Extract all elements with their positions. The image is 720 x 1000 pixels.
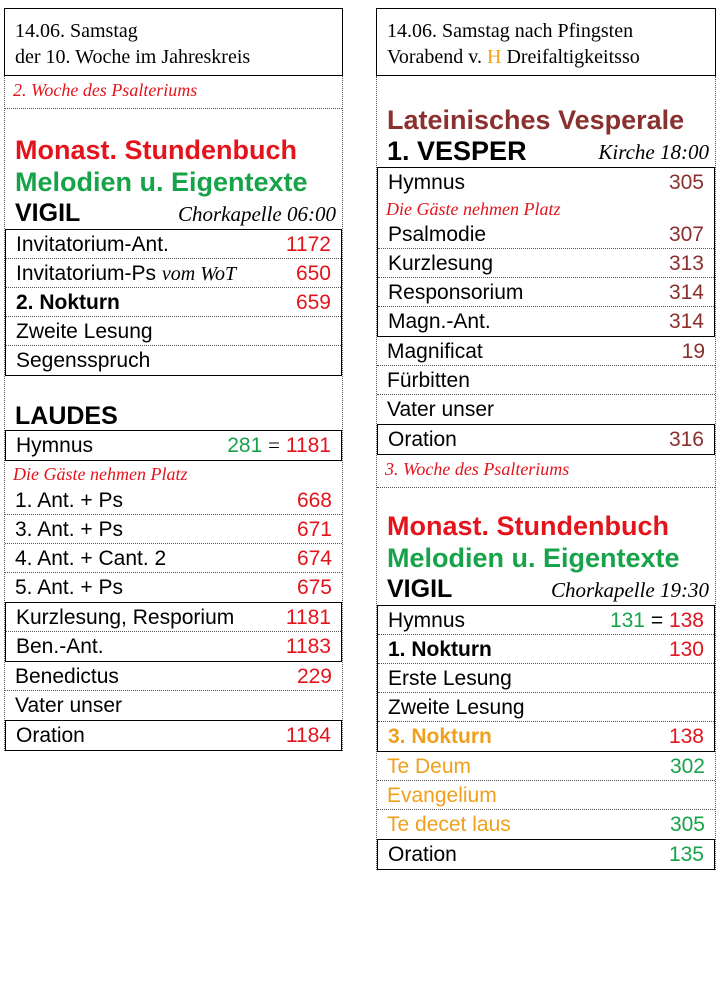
guest-note: Die Gäste nehmen Platz [386, 199, 561, 219]
date-box [376, 8, 716, 76]
date-line-1: 14.06. Samstag nach Pfingsten [387, 20, 634, 42]
list-item: Magn.-Ant. 314 [388, 310, 704, 333]
list-item: 1. Nokturn 130 [378, 635, 714, 664]
list-item: Erste Lesung [378, 664, 714, 693]
list-item: Kurzlesung 313 [378, 249, 714, 278]
list-item: Evangelium [377, 781, 715, 810]
date-box [4, 8, 343, 76]
book-subtitle: Melodien u. Eigentexte [387, 543, 680, 573]
guest-note: Die Gäste nehmen Platz [13, 464, 188, 484]
vigil-heading: VIGIL Chorkapelle 19:30 [377, 574, 715, 605]
book-title: Monast. Stundenbuch [15, 135, 297, 165]
list-item: 4. Ant. + Cant. 2 674 [5, 544, 342, 573]
list-item: Segensspruch [16, 349, 151, 372]
vesper-heading: 1. VESPER Kirche 18:00 [387, 136, 709, 166]
list-item: Hymnus 281 = 1181 [16, 433, 331, 457]
list-item: Te decet laus 305 [387, 813, 705, 836]
right-column [376, 8, 716, 870]
date-line-2: der 10. Woche im Jahreskreis [15, 46, 251, 68]
list-item: Fürbitten [377, 366, 715, 395]
list-item: Zweite Lesung [378, 693, 714, 722]
list-item: Hymnus 131 = 138 [378, 606, 714, 635]
list-item: Oration 1184 [16, 724, 331, 747]
book-subtitle: Melodien u. Eigentexte [15, 167, 308, 197]
week-note: 3. Woche des Psalteriums [377, 455, 715, 488]
laudes-heading: LAUDES [15, 402, 118, 430]
list-item: 3. Ant. + Ps 671 [5, 515, 342, 544]
list-item: 1. Ant. + Ps 668 [5, 486, 342, 515]
book-title: Monast. Stundenbuch [387, 511, 669, 541]
list-item: Invitatorium-Ps vom WoT 650 [6, 259, 341, 288]
date-line-1: 14.06. Samstag [15, 20, 138, 42]
week-note: 2. Woche des Psalteriums [5, 76, 342, 109]
date-line-2: Vorabend v. H Dreifaltigkeitsso [387, 46, 640, 68]
list-item: Ben.-Ant. 1183 [16, 635, 331, 658]
vigil-place: Chorkapelle 19:30 [550, 578, 709, 602]
list-item: Benedictus 229 [5, 662, 342, 691]
list-item: Zweite Lesung [6, 317, 341, 346]
list-item: 2. Nokturn 659 [6, 288, 341, 317]
vigil-section [4, 76, 343, 751]
list-item: Vater unser [387, 398, 494, 421]
list-item: Kurzlesung, Resporium 1181 [6, 603, 341, 632]
list-item: Oration 316 [388, 428, 704, 451]
vesper-section [376, 76, 716, 870]
list-item: Te Deum 302 [377, 752, 715, 781]
vesperale-title: Lateinisches Vesperale [387, 105, 685, 135]
list-item: Responsorium 314 [378, 278, 714, 307]
list-item: Invitatorium-Ant. 1172 [6, 230, 341, 259]
list-item: Psalmodie 307 [378, 220, 714, 249]
vigil-place: Chorkapelle 06:00 [177, 202, 336, 226]
vesper-place: Kirche 18:00 [598, 140, 709, 164]
list-item: Magnificat 19 [377, 337, 715, 366]
list-item: Hymnus 305 [388, 171, 704, 194]
list-item: Vater unser [15, 694, 122, 717]
list-item: 3. Nokturn 138 [388, 725, 704, 748]
list-item: 5. Ant. + Ps 675 [15, 576, 332, 599]
left-column [4, 8, 343, 751]
vigil-heading: VIGIL Chorkapelle 06:00 [5, 198, 342, 229]
list-item: Oration 135 [388, 843, 704, 866]
